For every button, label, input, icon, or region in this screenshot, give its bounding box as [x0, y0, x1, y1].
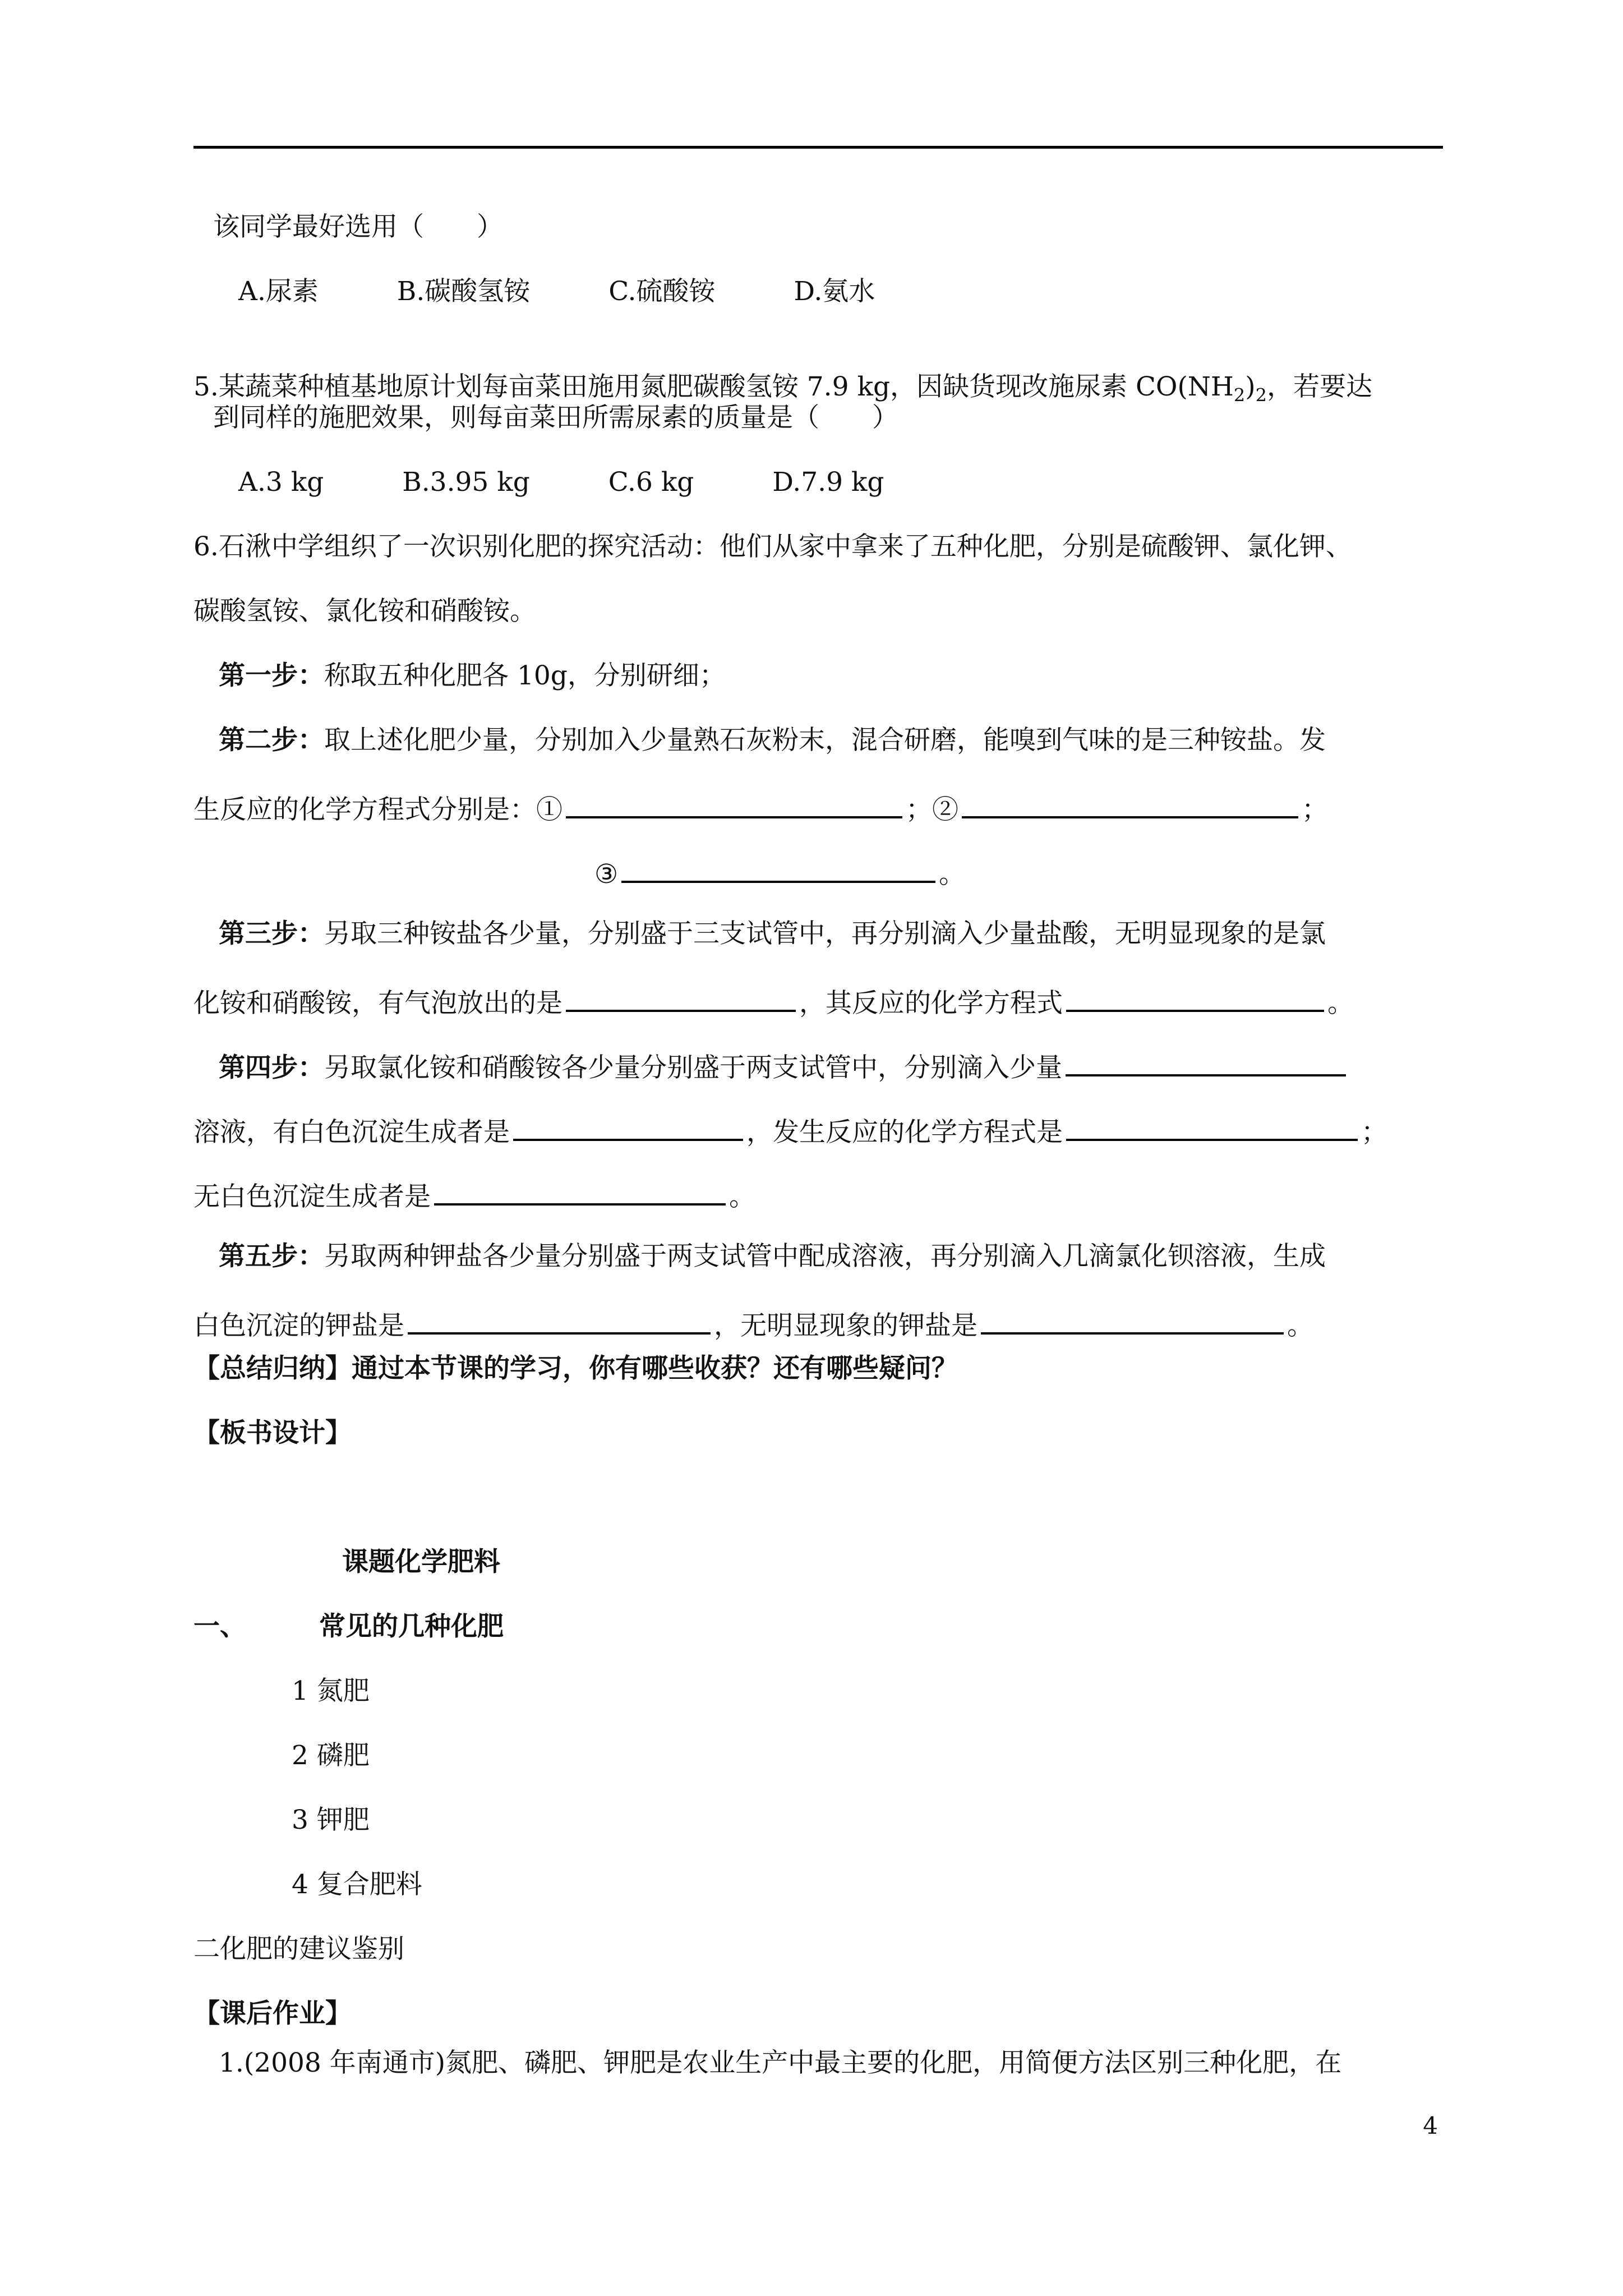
- section1-heading: [193, 1610, 504, 1644]
- q4-option-b: B.碳酸氢铵: [396, 276, 531, 307]
- step2-eq2-label: ；②: [906, 794, 958, 825]
- q6-line2: 碳酸氢铵、氯化铵和硝酸铵。: [193, 596, 536, 627]
- q5-text-b: ): [1245, 371, 1256, 402]
- fertilizer-item: 4 复合肥料: [292, 1869, 422, 1900]
- step4-text-c: ；: [1361, 1117, 1387, 1148]
- header-rule: [193, 146, 1443, 149]
- q5-line2: 到同样的施肥效果，则每亩菜田所需尿素的质量是（ ）: [213, 402, 898, 433]
- step4: [219, 1046, 1349, 1085]
- step5-text-c: 。: [1287, 1310, 1313, 1341]
- answer-blank-step3-salt[interactable]: [566, 982, 796, 1012]
- step2-line2: [193, 788, 1328, 827]
- step3-label: 第三步：: [219, 918, 324, 949]
- answer-blank-step3-eq[interactable]: [1066, 982, 1324, 1012]
- step2-text: 取上述化肥少量，分别加入少量熟石灰粉末，混合研磨，能嗅到气味的是三种铵盐。发: [324, 725, 1326, 756]
- step5: [219, 1240, 1326, 1273]
- answer-blank-eq2[interactable]: [962, 788, 1298, 818]
- fertilizer-item: 3 钾肥: [292, 1805, 370, 1835]
- q6-line1: 6.石湫中学组织了一次识别化肥的探究活动：他们从家中拿来了五种化肥，分别是硫酸钾、氯化钾、: [193, 531, 1352, 562]
- q4-options: [238, 275, 875, 309]
- step4-text: 另取氯化铵和硝酸铵各少量分别盛于两支试管中，分别滴入少量: [324, 1052, 1062, 1083]
- q4-option-d: D.氨水: [794, 276, 875, 307]
- fertilizer-item: 2 磷肥: [292, 1740, 370, 1771]
- q5-option-c: C.6 kg: [608, 467, 694, 498]
- step4-text-a: 溶液，有白色沉淀生成者是: [193, 1117, 510, 1148]
- q5-text-c: ，若要达: [1266, 371, 1372, 402]
- step4-text-d: 无白色沉淀生成者是: [193, 1181, 431, 1212]
- step5-text-a: 白色沉淀的钾盐是: [193, 1310, 404, 1341]
- step1: [219, 659, 726, 693]
- section2-heading: 二化肥的建议鉴别: [193, 1934, 404, 1964]
- step3-text: 另取三种铵盐各少量，分别盛于三支试管中，再分别滴入少量盐酸，无明显现象的是氯: [324, 918, 1326, 949]
- step3-text-c: 。: [1327, 988, 1354, 1019]
- q5-option-a: A.3 kg: [238, 467, 324, 498]
- answer-blank-eq3[interactable]: [621, 853, 935, 883]
- step5-label: 第五步：: [219, 1241, 324, 1272]
- step1-label: 第一步：: [219, 660, 324, 691]
- step5-text-b: ，无明显现象的钾盐是: [714, 1310, 978, 1341]
- answer-blank-step4-eq[interactable]: [1066, 1111, 1358, 1141]
- summary-heading: 【总结归纳】通过本节课的学习，你有哪些收获？还有哪些疑问？: [193, 1353, 958, 1384]
- fertilizer-item: 1 氮肥: [292, 1676, 370, 1706]
- q5-text-a: 5.某蔬菜种植基地原计划每亩菜田施用氮肥碳酸氢铵 7.9 kg，因缺货现改施尿素 CO(NH: [193, 371, 1234, 402]
- answer-blank-step4-no-precipitate[interactable]: [434, 1175, 726, 1205]
- q5-option-d: D.7.9 kg: [772, 467, 884, 498]
- step3-line2: [193, 982, 1354, 1020]
- step2-eq3-label: ③: [594, 859, 619, 890]
- step3-text-b: ，其反应的化学方程式: [799, 988, 1063, 1019]
- q5-option-b: B.3.95 kg: [402, 467, 530, 498]
- board-title: 课题化学肥料: [342, 1547, 500, 1577]
- step4-line2: [193, 1111, 1387, 1149]
- step5-line2: [193, 1304, 1313, 1343]
- answer-blank-eq1[interactable]: [566, 788, 902, 818]
- step2-line3: [594, 853, 965, 891]
- page-number: 4: [1423, 2112, 1438, 2139]
- step2-eq3-end: 。: [939, 859, 966, 890]
- step5-text: 另取两种钾盐各少量分别盛于两支试管中配成溶液，再分别滴入几滴氯化钡溶液，生成: [324, 1241, 1326, 1272]
- step4-text-b: ，发生反应的化学方程式是: [746, 1117, 1063, 1148]
- answer-blank-step4-reagent[interactable]: [1066, 1046, 1346, 1076]
- step4-label: 第四步：: [219, 1052, 324, 1083]
- answer-blank-step4-precipitate[interactable]: [513, 1111, 743, 1141]
- section1-title: 常见的几种化肥: [319, 1611, 504, 1642]
- q5-sub-1: 2: [1233, 384, 1246, 406]
- step2-eq-intro: 生反应的化学方程式分别是：①: [193, 794, 562, 825]
- answer-blank-step5-none[interactable]: [981, 1304, 1284, 1335]
- q4-option-c: C.硫酸铵: [608, 276, 716, 307]
- board-design-heading: 【板书设计】: [193, 1418, 352, 1448]
- step2: [219, 724, 1326, 757]
- q5-options: [238, 466, 884, 499]
- step1-text: 称取五种化肥各 10g，分别研细；: [324, 660, 726, 691]
- homework-q1: 1.(2008 年南通市)氮肥、磷肥、钾肥是农业生产中最主要的化肥，用简便方法区别三种化肥，在: [219, 2047, 1342, 2078]
- q5-sub-2: 2: [1255, 384, 1267, 406]
- step4-text-e: 。: [729, 1181, 755, 1212]
- step3-text-a: 化铵和硝酸铵，有气泡放出的是: [193, 988, 562, 1019]
- homework-heading: 【课后作业】: [193, 1998, 352, 2029]
- q4-option-a: A.尿素: [238, 276, 319, 307]
- section1-number: 一、: [193, 1611, 246, 1642]
- step4-line3: [193, 1175, 755, 1214]
- step2-label: 第二步：: [219, 725, 324, 756]
- step3: [219, 917, 1326, 951]
- q4-tail: 该同学最好选用（ ）: [213, 211, 503, 242]
- step2-eq2-end: ；: [1302, 794, 1328, 825]
- answer-blank-step5-white[interactable]: [408, 1304, 711, 1335]
